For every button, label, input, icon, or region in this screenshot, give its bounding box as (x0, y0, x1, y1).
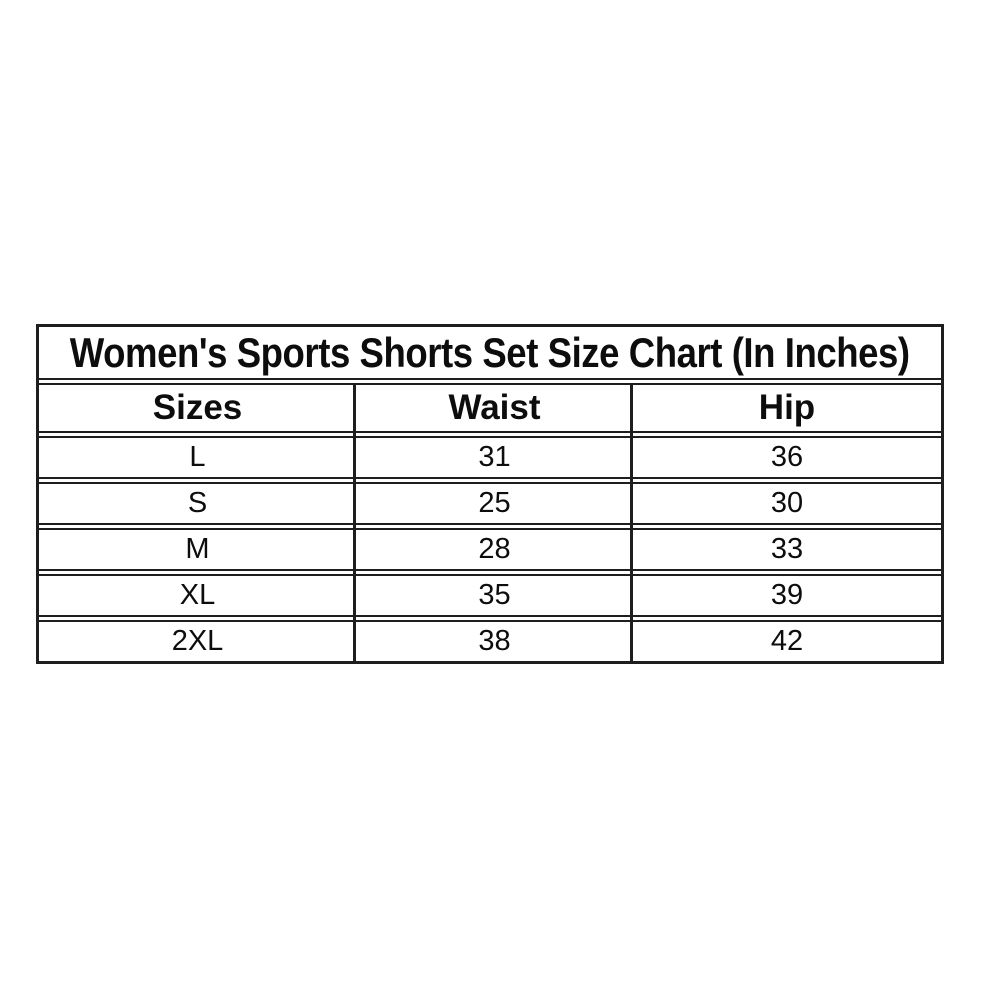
hip-cell: 39 (770, 579, 804, 611)
size-row-m (39, 530, 941, 569)
size-cell: 2XL (171, 625, 224, 657)
hip-cell: 30 (770, 487, 804, 519)
column-header-waist: Waist (448, 388, 541, 427)
table-header-row (39, 385, 941, 431)
waist-cell: 25 (478, 487, 511, 519)
column-header-sizes: Sizes (152, 388, 243, 427)
row-separator (39, 477, 941, 484)
row-separator (39, 615, 941, 622)
size-cell: M (185, 533, 210, 565)
size-row-s (39, 484, 941, 523)
size-chart-table (36, 324, 944, 664)
hip-cell: 42 (770, 625, 804, 657)
size-row-l (39, 438, 941, 477)
waist-cell: 35 (478, 579, 511, 611)
size-cell: L (189, 441, 206, 473)
row-separator (39, 569, 941, 576)
size-cell: S (187, 487, 208, 519)
waist-cell: 28 (478, 533, 511, 565)
size-cell: XL (179, 579, 216, 611)
column-divider-2 (630, 385, 633, 661)
row-separator (39, 431, 941, 438)
table-title-row (39, 327, 941, 378)
table-title: Women's Sports Shorts Set Size Chart (In Inches) (70, 328, 910, 376)
column-header-hip: Hip (758, 388, 816, 427)
size-row-xl (39, 576, 941, 615)
size-row-2xl (39, 622, 941, 661)
column-divider-1 (353, 385, 356, 661)
table-body (39, 385, 941, 661)
title-separator (39, 378, 941, 385)
row-separator (39, 523, 941, 530)
waist-cell: 31 (478, 441, 511, 473)
waist-cell: 38 (478, 625, 511, 657)
hip-cell: 33 (770, 533, 804, 565)
hip-cell: 36 (770, 441, 804, 473)
